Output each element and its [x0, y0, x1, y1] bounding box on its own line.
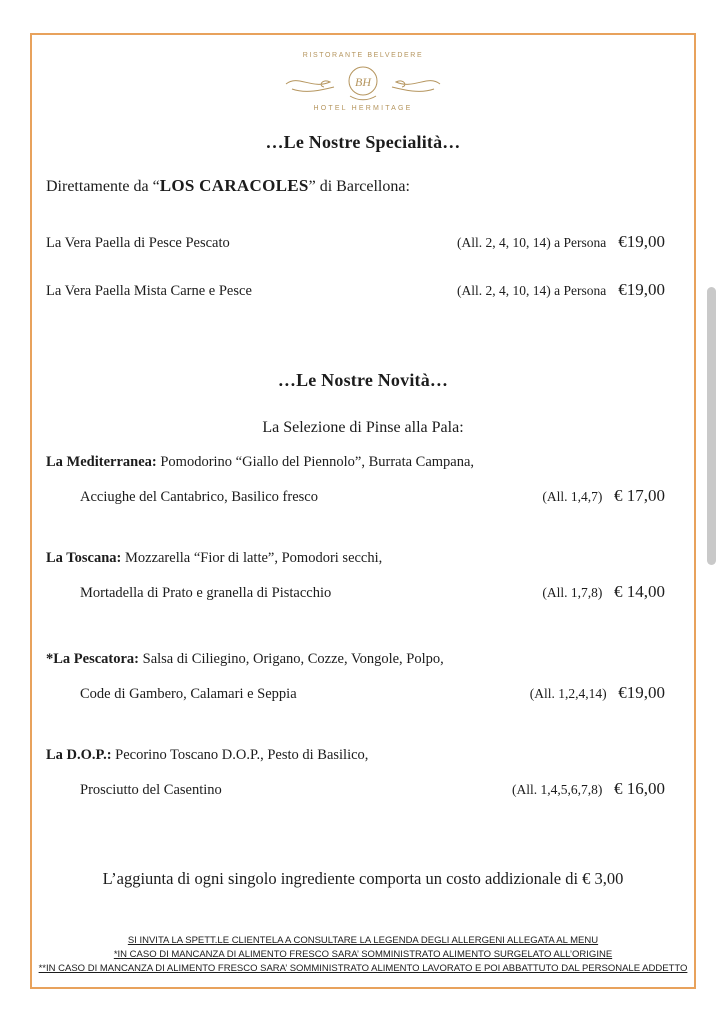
section-title-specialita: …Le Nostre Specialità… [265, 132, 461, 152]
pinsa-name: La Toscana: [46, 550, 122, 566]
logo-monogram-ornament-icon [278, 60, 448, 104]
logo-monogram: BH [355, 75, 371, 89]
pinsa-desc: Pecorino Toscano D.O.P., Pesto di Basilico, [115, 747, 369, 763]
extra-ingredient-note: L’aggiunta di ogni singolo ingrediente comporta un costo addizionale di € 3,00 [102, 869, 624, 888]
item-allergens: (All. 2, 4, 10, 14) a Persona [457, 235, 607, 250]
item-allergens: (All. 1,4,5,6,7,8) [512, 782, 603, 797]
item-pricing [457, 280, 665, 300]
pinsa-toscana-line1 [46, 550, 382, 567]
item-price: € 17,00 [614, 486, 665, 505]
logo-restaurant-name: RISTORANTE BELVEDERE [302, 52, 424, 59]
intro-prefix: Direttamente da “ [46, 178, 160, 195]
pinsa-dop-line1 [46, 747, 368, 764]
pinsa-toscana-line2 [80, 582, 665, 602]
menu-item-row-paella-pesce [46, 232, 665, 252]
item-pricing [542, 486, 665, 506]
item-price: €19,00 [618, 280, 665, 299]
pinsa-name: *La Pescatora: [46, 651, 140, 667]
specialita-intro [46, 176, 410, 196]
pinsa-mediterranea-line2 [80, 486, 665, 506]
pinsa-desc: Pomodorino “Giallo del Piennolo”, Burrata Campana, [160, 454, 475, 470]
logo-hotel-name: HOTEL HERMITAGE [313, 105, 413, 112]
pinsa-desc2: Prosciutto del Casentino [80, 782, 222, 798]
pinsa-name: La Mediterranea: [46, 454, 157, 470]
item-price: € 14,00 [614, 582, 665, 601]
menu-item-row-paella-mista [46, 280, 665, 300]
item-pricing [542, 582, 665, 602]
pinsa-desc2: Acciughe del Cantabrico, Basilico fresco [80, 489, 318, 505]
item-price: €19,00 [618, 683, 665, 702]
item-name: La Vera Paella Mista Carne e Pesce [46, 283, 252, 299]
pinsa-dop-line2 [80, 779, 665, 799]
pinsa-name: La D.O.P.: [46, 747, 112, 763]
item-allergens: (All. 1,7,8) [542, 585, 603, 600]
footer-line-allergens: SI INVITA LA SPETT.LE CLIENTELA A CONSULTARE LA LEGENDA DEGLI ALLERGENI ALLEGATA AL MENU [127, 935, 599, 946]
item-pricing [530, 683, 665, 703]
footer-line-blast-chilled: **IN CASO DI MANCANZA DI ALIMENTO FRESCO SARA’ SOMMINISTRATO ALIMENTO LAVORATO E POI ABBATTUTO DAL PERSONALE ADDETTO [38, 963, 688, 974]
footer-line-frozen: *IN CASO DI MANCANZA DI ALIMENTO FRESCO SARA’ SOMMINISTRATO ALIMENTO SURGELATO ALL’ORIGINE [113, 949, 613, 960]
pinsa-pescatora-line1 [46, 651, 444, 668]
pinsa-desc2: Code di Gambero, Calamari e Seppia [80, 686, 297, 702]
item-price: €19,00 [618, 232, 665, 251]
footer-disclaimers [0, 934, 726, 976]
pinsa-desc: Mozzarella “Fior di latte”, Pomodori secchi, [124, 550, 383, 566]
section-title-novita: …Le Nostre Novità… [277, 370, 449, 390]
item-allergens: (All. 1,4,7) [542, 489, 603, 504]
item-pricing [512, 779, 665, 799]
pinsa-desc2: Mortadella di Prato e granella di Pistacchio [80, 585, 332, 601]
pinsa-mediterranea-line1 [46, 454, 474, 471]
restaurant-logo [0, 52, 726, 112]
pinsa-pescatora-line2 [80, 683, 665, 703]
item-pricing [457, 232, 665, 252]
item-price: € 16,00 [614, 779, 665, 798]
scrollbar-thumb[interactable] [707, 287, 716, 565]
intro-suffix: ” di Barcellona: [308, 178, 410, 195]
item-allergens: (All. 1,2,4,14) [529, 686, 607, 701]
novita-subtitle: La Selezione di Pinse alla Pala: [262, 419, 464, 436]
item-allergens: (All. 2, 4, 10, 14) a Persona [457, 283, 607, 298]
intro-brand: LOS CARACOLES [159, 176, 309, 195]
pinsa-desc: Salsa di Ciliegino, Origano, Cozze, Vongole, Polpo, [142, 651, 444, 667]
item-name: La Vera Paella di Pesce Pescato [46, 235, 230, 251]
